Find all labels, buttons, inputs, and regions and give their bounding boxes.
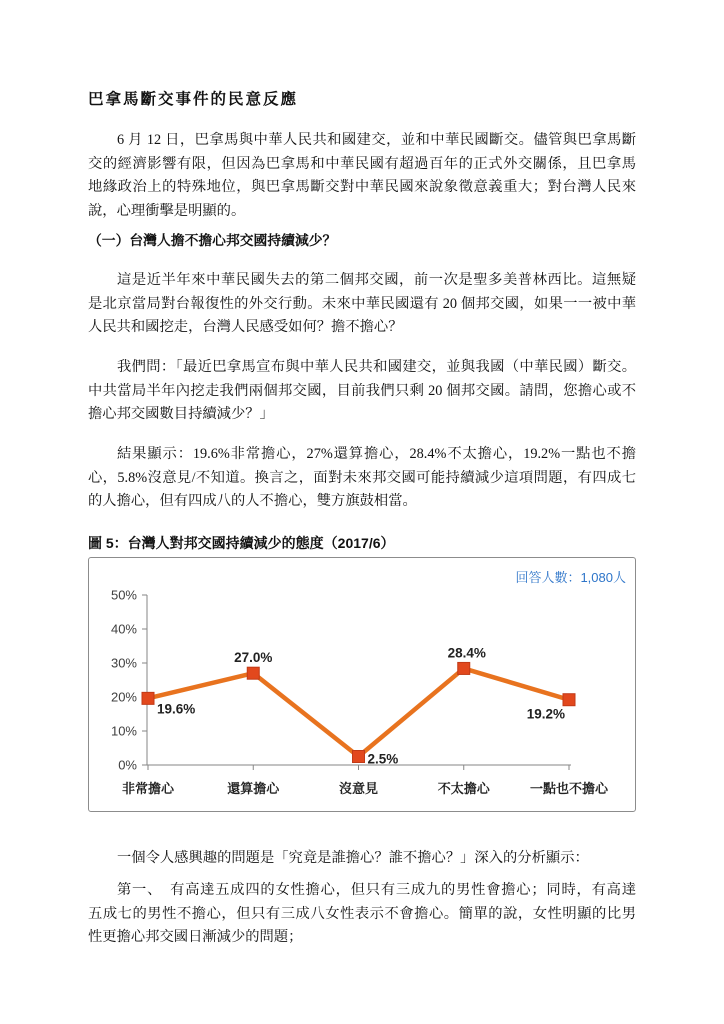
paragraph-line: 說，心理衝擊是明顯的。: [88, 203, 246, 220]
x-category-label: 非常擔心: [121, 781, 175, 796]
subsection-heading: （一）台灣人擔不擔心邦交國持續減少？: [88, 233, 337, 248]
data-label: 19.2%: [526, 706, 565, 722]
paragraph-intro: [88, 129, 636, 224]
x-category-label: 沒意見: [338, 781, 379, 796]
data-point-marker: [563, 694, 575, 706]
figure-caption: 圖 5：台灣人對邦交國持續減少的態度（2017/6）: [88, 535, 395, 551]
data-point-marker: [458, 662, 470, 674]
paragraph-line: 中共當局半年內挖走我們兩個邦交國，目前我們只剩 20 個邦交國。請問，您擔心或不: [88, 382, 636, 399]
y-tick-label: 40%: [110, 621, 137, 637]
respondent-count-note: 回答人數：1,080人: [515, 570, 626, 585]
paragraph-line: 6 月 12 日，巴拿馬與中華人民共和國建交，並和中華民國斷交。儘管與巴拿馬斷: [117, 132, 636, 148]
y-tick-label: 0%: [118, 757, 137, 773]
data-label: 19.6%: [157, 701, 196, 717]
section-heading: 巴拿馬斷交事件的民意反應: [88, 91, 299, 108]
paragraph-background: [88, 269, 636, 340]
paragraph-line: 的人擔心，但有四成八的人不擔心，雙方旗鼓相當。: [88, 493, 417, 510]
paragraph-line: 我們問：「最近巴拿馬宣布與中華人民共和國建交，並與我國（中華民國）斷交。: [117, 359, 636, 375]
paragraph-line: 一個令人感興趣的問題是「究竟是誰擔心？誰不擔心？」深入的分析顯示：: [117, 850, 589, 866]
paragraph-line: 性更擔心邦交國日漸減少的問題；: [88, 929, 303, 946]
line-chart: [88, 557, 636, 812]
paragraph-line: 結果顯示：19.6%非常擔心，27%還算擔心，28.4%不太擔心，19.2%一點也不擔: [117, 446, 636, 462]
paragraph-results: [88, 443, 636, 514]
chart-canvas: [89, 558, 635, 811]
paragraph-line: 地緣政治上的特殊地位，與巴拿馬斷交對中華民國來說象徵意義重大；對台灣人民來: [88, 179, 636, 196]
paragraph-line: 擔心邦交國數目持續減少？」: [88, 406, 274, 423]
paragraph-line: 是北京當局對台報復性的外交行動。未來中華民國還有 20 個邦交國，如果一一被中華: [88, 295, 636, 312]
data-point-marker: [142, 692, 154, 704]
x-category-label: 一點也不擔心: [529, 781, 609, 796]
paragraph-line: 第一、 有高達五成四的女性擔心，但只有三成九的男性會擔心；同時，有高達: [117, 882, 636, 898]
y-tick-label: 20%: [110, 689, 137, 705]
paragraph-analysis-point-1: [88, 879, 636, 950]
data-point-marker: [247, 667, 259, 679]
paragraph-line: 人民共和國挖走，台灣人民感受如何？擔不擔心？: [88, 319, 403, 336]
data-label: 27.0%: [234, 650, 273, 666]
y-tick-label: 10%: [110, 723, 137, 739]
paragraph-line: 交的經濟影響有限，但因為巴拿馬和中華民國有超過百年的正式外交關係，且巴拿馬: [88, 155, 636, 172]
y-tick-label: 30%: [110, 655, 137, 671]
x-category-label: 不太擔心: [437, 781, 490, 796]
paragraph-line: 這是近半年來中華民國失去的第二個邦交國，前一次是聖多美普林西比。這無疑: [117, 272, 636, 288]
series-line: [148, 668, 569, 756]
paragraph-line: 心，5.8%沒意見/不知道。換言之，面對未來邦交國可能持續減少這項問題，有四成七: [88, 469, 636, 486]
y-tick-label: 50%: [110, 587, 137, 603]
x-category-label: 還算擔心: [227, 781, 280, 796]
data-label: 2.5%: [367, 751, 399, 767]
paragraph-analysis-intro: [88, 847, 636, 871]
paragraph-question: [88, 356, 636, 427]
data-point-marker: [353, 751, 365, 763]
paragraph-line: 五成七的男性不擔心，但只有三成八女性表示不會擔心。簡單的說，女性明顯的比男: [88, 905, 636, 922]
data-label: 28.4%: [447, 645, 486, 661]
